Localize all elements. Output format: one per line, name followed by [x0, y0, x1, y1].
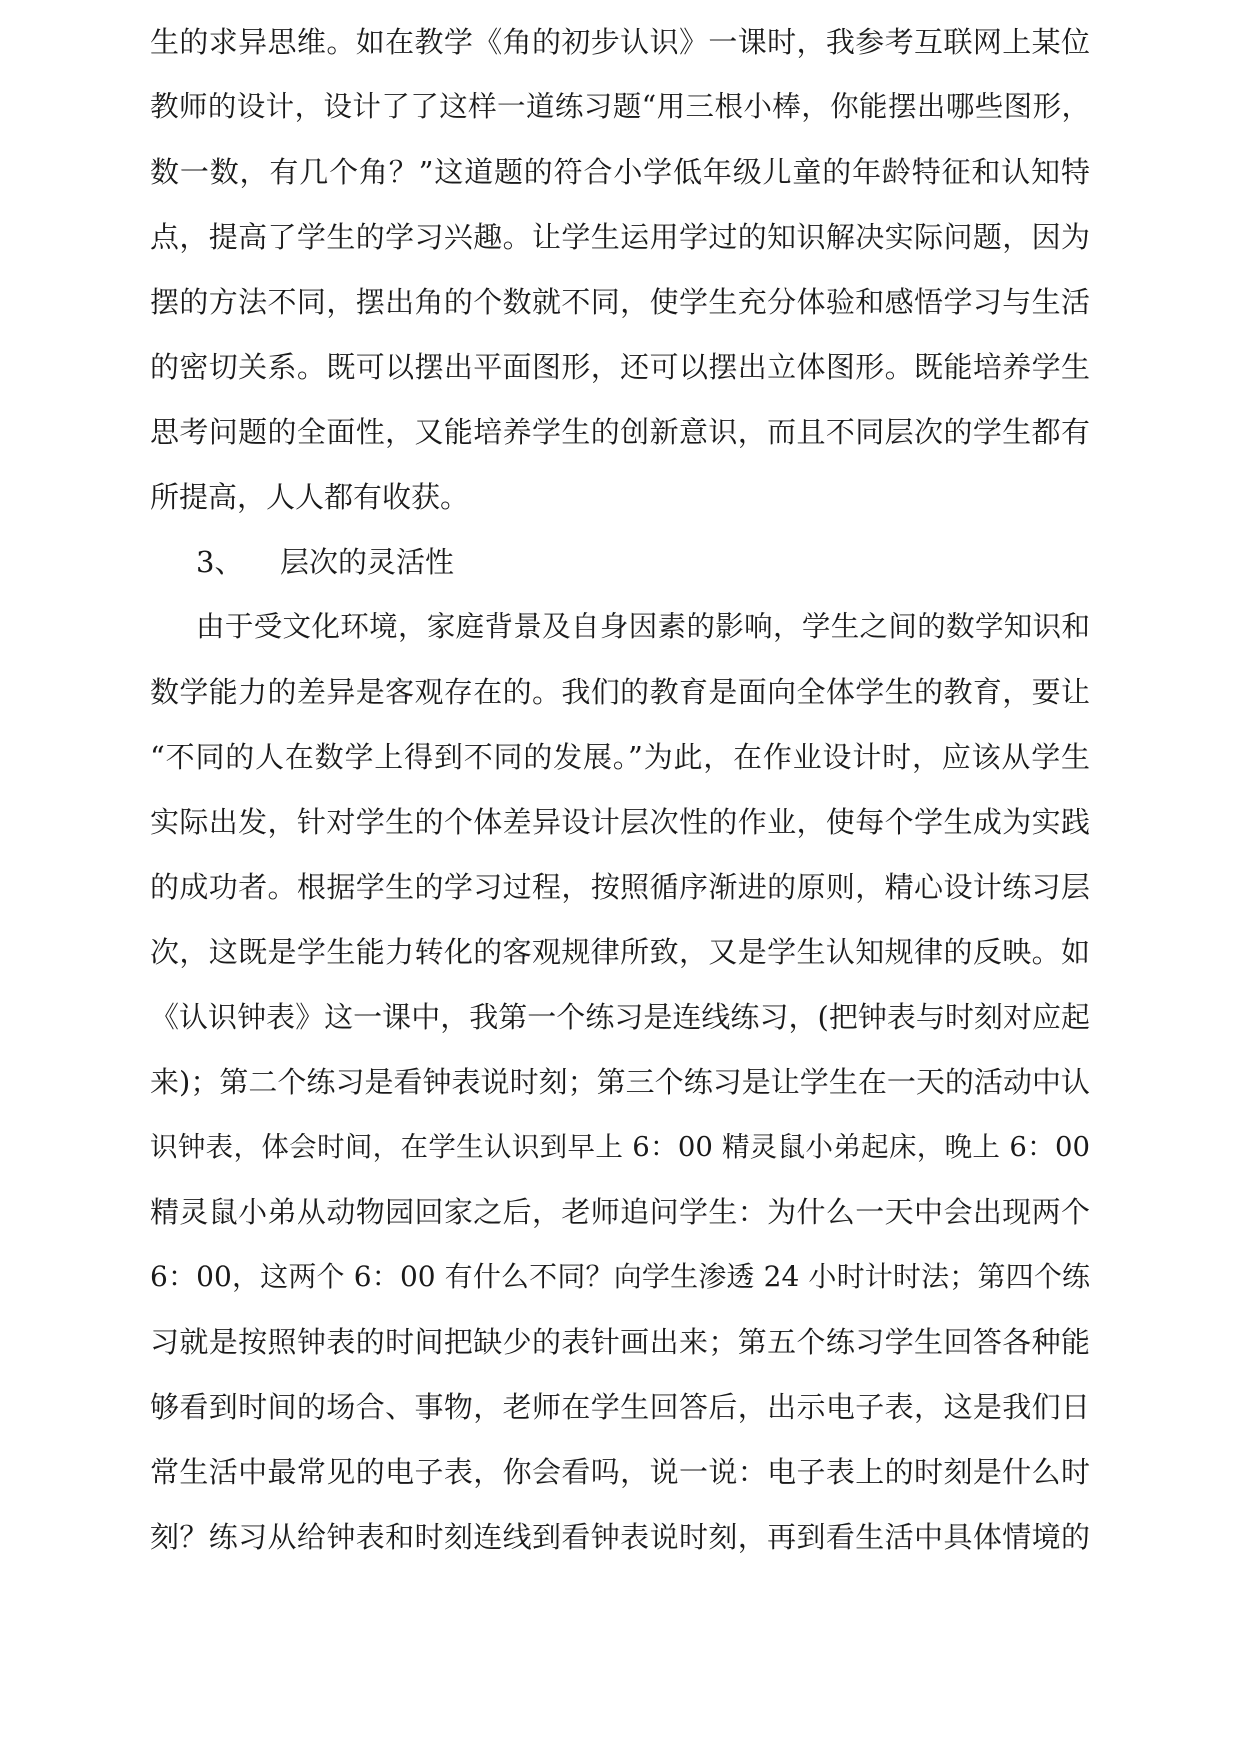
- paragraph-line: 由于受文化环境，家庭背景及自身因素的影响，学生之间的数学知识和: [196, 610, 1090, 643]
- paragraph-line: 识钟表，体会时间，在学生认识到早上 6：00 精灵鼠小弟起床，晚上 6：00: [150, 1131, 1090, 1163]
- paragraph-line: 点，提高了学生的学习兴趣。让学生运用学过的知识解决实际问题，因为: [150, 220, 1090, 254]
- paragraph-line: 够看到时间的场合、事物，老师在学生回答后，出示电子表，这是我们日: [150, 1390, 1090, 1424]
- paragraph-line: 教师的设计，设计了了这样一道练习题“用三根小棒，你能摆出哪些图形，: [150, 90, 1090, 123]
- paragraph-line: 来)；第二个练习是看钟表说时刻；第三个练习是让学生在一天的活动中认: [150, 1065, 1090, 1099]
- paragraph-line: 生的求异思维。如在教学《角的初步认识》一课时，我参考互联网上某位: [150, 25, 1090, 59]
- section-heading: [196, 542, 596, 582]
- paragraph-line: 所提高，人人都有收获。: [150, 480, 470, 514]
- paragraph-line: 常生活中最常见的电子表，你会看吗，说一说：电子表上的时刻是什么时: [150, 1455, 1090, 1489]
- paragraph-line: 的成功者。根据学生的学习过程，按照循序渐进的原则，精心设计练习层: [150, 870, 1090, 904]
- paragraph-line: 摆的方法不同，摆出角的个数就不同，使学生充分体验和感悟学习与生活: [150, 285, 1090, 319]
- paragraph-line: 数学能力的差异是客观存在的。我们的教育是面向全体学生的教育，要让: [150, 675, 1090, 709]
- paragraph-line: 思考问题的全面性，又能培养学生的创新意识，而且不同层次的学生都有: [150, 415, 1090, 449]
- paragraph-line: 的密切关系。既可以摆出平面图形，还可以摆出立体图形。既能培养学生: [150, 350, 1090, 384]
- paragraph-line: 习就是按照钟表的时间把缺少的表针画出来；第五个练习学生回答各种能: [150, 1325, 1090, 1359]
- section-number: 3、: [196, 545, 244, 579]
- paragraph-line: 刻？练习从给钟表和时刻连线到看钟表说时刻，再到看生活中具体情境的: [150, 1520, 1090, 1554]
- paragraph-line: 6：00，这两个 6：00 有什么不同？向学生渗透 24 小时计时法；第四个练: [150, 1260, 1090, 1293]
- paragraph-line: 《认识钟表》这一课中，我第一个练习是连线练习，(把钟表与时刻对应起: [150, 1000, 1090, 1034]
- paragraph-line: 精灵鼠小弟从动物园回家之后，老师追问学生：为什么一天中会出现两个: [150, 1195, 1090, 1229]
- section-title: 层次的灵活性: [280, 545, 455, 579]
- paragraph-line: “不同的人在数学上得到不同的发展。”为此，在作业设计时，应该从学生: [150, 740, 1090, 774]
- paragraph-line: 数一数，有几个角？”这道题的符合小学低年级儿童的年龄特征和认知特: [150, 155, 1090, 189]
- paragraph-line: 次，这既是学生能力转化的客观规律所致，又是学生认知规律的反映。如: [150, 935, 1090, 969]
- paragraph-line: 实际出发，针对学生的个体差异设计层次性的作业，使每个学生成为实践: [150, 805, 1090, 839]
